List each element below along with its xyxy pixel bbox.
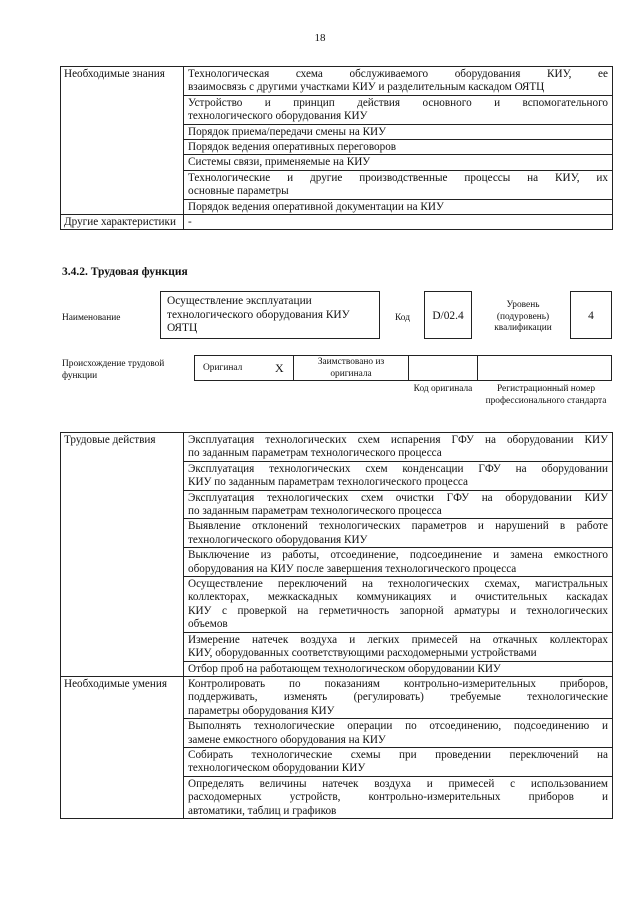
code-label: Код <box>395 313 410 323</box>
row-item <box>184 461 613 490</box>
borrowed-label: Заимствовано из оригинала <box>317 357 385 379</box>
table-row <box>61 67 613 96</box>
item-line: Выявление отклонений технологических параметров и нарушений в работе <box>188 520 608 533</box>
item-line: расходомерных устройств, контрольно-измерительных приборов и <box>188 791 608 804</box>
item-line: основные параметры <box>188 185 289 198</box>
labor-function-table <box>60 432 613 819</box>
item-line: КИУ, оборудованных соответствующими расходомерными устройствами <box>188 647 537 660</box>
item-line: Контролировать по показаниям контрольно-измерительных приборов, <box>188 677 608 690</box>
row-item <box>184 676 613 718</box>
level-value: 4 <box>588 310 594 322</box>
row-label: Необходимые умения <box>61 676 184 818</box>
row-item <box>184 140 613 155</box>
item-line: технологическом оборудовании КИУ <box>188 762 366 775</box>
row-item <box>184 490 613 519</box>
item-line: автоматики, таблиц и графиков <box>188 804 337 817</box>
row-item <box>184 67 613 96</box>
code-box <box>424 291 472 339</box>
registration-number-cell <box>478 355 612 381</box>
item-line: Собирать технологические схемы при проведении переключений на <box>188 748 608 761</box>
row-item <box>184 577 613 633</box>
row-item <box>184 747 613 776</box>
item-line: Порядок приема/передачи смены на КИУ <box>188 125 387 138</box>
row-label: Необходимые знания <box>61 67 184 215</box>
original-label: Оригинал <box>203 363 243 373</box>
knowledge-table <box>60 66 613 230</box>
item-line: Устройство и принцип действия основного и вспомогательного <box>188 96 608 109</box>
item-line: КИУ по заданным параметрам технологического процесса <box>188 476 468 489</box>
item-line: Порядок ведения оперативных переговоров <box>188 141 397 154</box>
page-number: 18 <box>314 32 326 44</box>
registration-caption: Регистрационный номер профессионального стандарта <box>485 384 607 406</box>
item-line: Порядок ведения оперативной документации на КИУ <box>188 200 444 213</box>
item-line: Технологические и другие производственные процессы на КИУ, их <box>188 171 608 184</box>
function-name-value: Осуществление эксплуатации технологического оборудования КИУ ОЯТЦ <box>167 295 350 334</box>
item-line: - <box>188 216 192 229</box>
item-line: Осуществление переключений на технологических схемах, магистральных <box>188 578 608 591</box>
row-item <box>184 199 613 214</box>
item-line: по заданным параметрам технологического процесса <box>188 505 442 518</box>
row-item <box>184 95 613 124</box>
row-item <box>184 519 613 548</box>
borrowed-cell <box>294 355 408 381</box>
item-line: поддерживать, изменять (регулировать) требуемые технологические <box>188 691 608 704</box>
item-line: технологического оборудования КИУ <box>188 533 368 546</box>
knowledge-table-body <box>61 67 613 230</box>
row-item <box>184 433 613 462</box>
item-line: Выполнять технологические операции по отсоединению, подсоединению и <box>188 720 608 733</box>
item-line: Эксплуатация технологических схем конденсации ГФУ на оборудовании <box>188 462 608 475</box>
table-row <box>61 433 613 462</box>
labor-function-table-body <box>61 433 613 819</box>
item-line: технологического оборудования КИУ <box>188 110 368 123</box>
item-line: Выключение из работы, отсоединение, подсоединение и замена емкостного <box>188 549 608 562</box>
table-row <box>61 215 613 230</box>
origin-label: Происхождение трудовой функции <box>62 359 165 381</box>
item-line: Эксплуатация технологических схем очистки ГФУ на оборудовании КИУ <box>188 491 608 504</box>
row-item <box>184 776 613 818</box>
item-line: по заданным параметрам технологического процесса <box>188 447 442 460</box>
item-line: объемов <box>188 618 228 631</box>
item-line: Измерение натечек воздуха и легких примесей на откачных коллекторах <box>188 633 608 646</box>
item-line: параметры оборудования КИУ <box>188 704 335 717</box>
function-name-box <box>160 291 380 339</box>
item-line: Технологическая схема обслуживаемого оборудования КИУ, ее <box>188 68 608 80</box>
row-item <box>184 632 613 661</box>
row-item <box>184 124 613 139</box>
row-item <box>184 719 613 748</box>
item-line: оборудования на КИУ после завершения технологического процесса <box>188 562 517 575</box>
row-item <box>184 170 613 199</box>
item-line: КИУ с проверкой на герметичность запорной арматуры и технологических <box>188 604 608 617</box>
row-item <box>184 215 613 230</box>
row-label: Другие характеристики <box>61 215 184 230</box>
name-label: Наименование <box>62 313 121 323</box>
row-label: Трудовые действия <box>61 433 184 677</box>
section-title: 3.4.2. Трудовая функция <box>62 266 188 278</box>
table-row <box>61 676 613 718</box>
level-label: Уровень (подуровень) квалификации <box>494 300 552 333</box>
item-line: коллекторах, межкаскадных коммуникациях и очистительных каскадах <box>188 591 608 604</box>
row-item <box>184 548 613 577</box>
item-line: Эксплуатация технологических схем испарения ГФУ на оборудовании КИУ <box>188 434 608 446</box>
original-code-cell <box>408 355 478 381</box>
code-caption: Код оригинала <box>413 384 473 394</box>
level-box <box>570 291 612 339</box>
original-cell <box>194 355 294 381</box>
item-line: замене емкостного оборудования на КИУ <box>188 733 386 746</box>
item-line: взаимосвязь с другими участками КИУ и разделительным каскадом ОЯТЦ <box>188 81 545 94</box>
item-line: Системы связи, применяемые на КИУ <box>188 156 371 169</box>
item-line: Определять величины натечек воздуха и примесей с использованием <box>188 777 608 790</box>
row-item <box>184 155 613 170</box>
row-item <box>184 661 613 676</box>
code-value: D/02.4 <box>432 310 464 322</box>
original-mark: X <box>275 361 284 375</box>
item-line: Отбор проб на работающем технологическом оборудовании КИУ <box>188 662 501 675</box>
